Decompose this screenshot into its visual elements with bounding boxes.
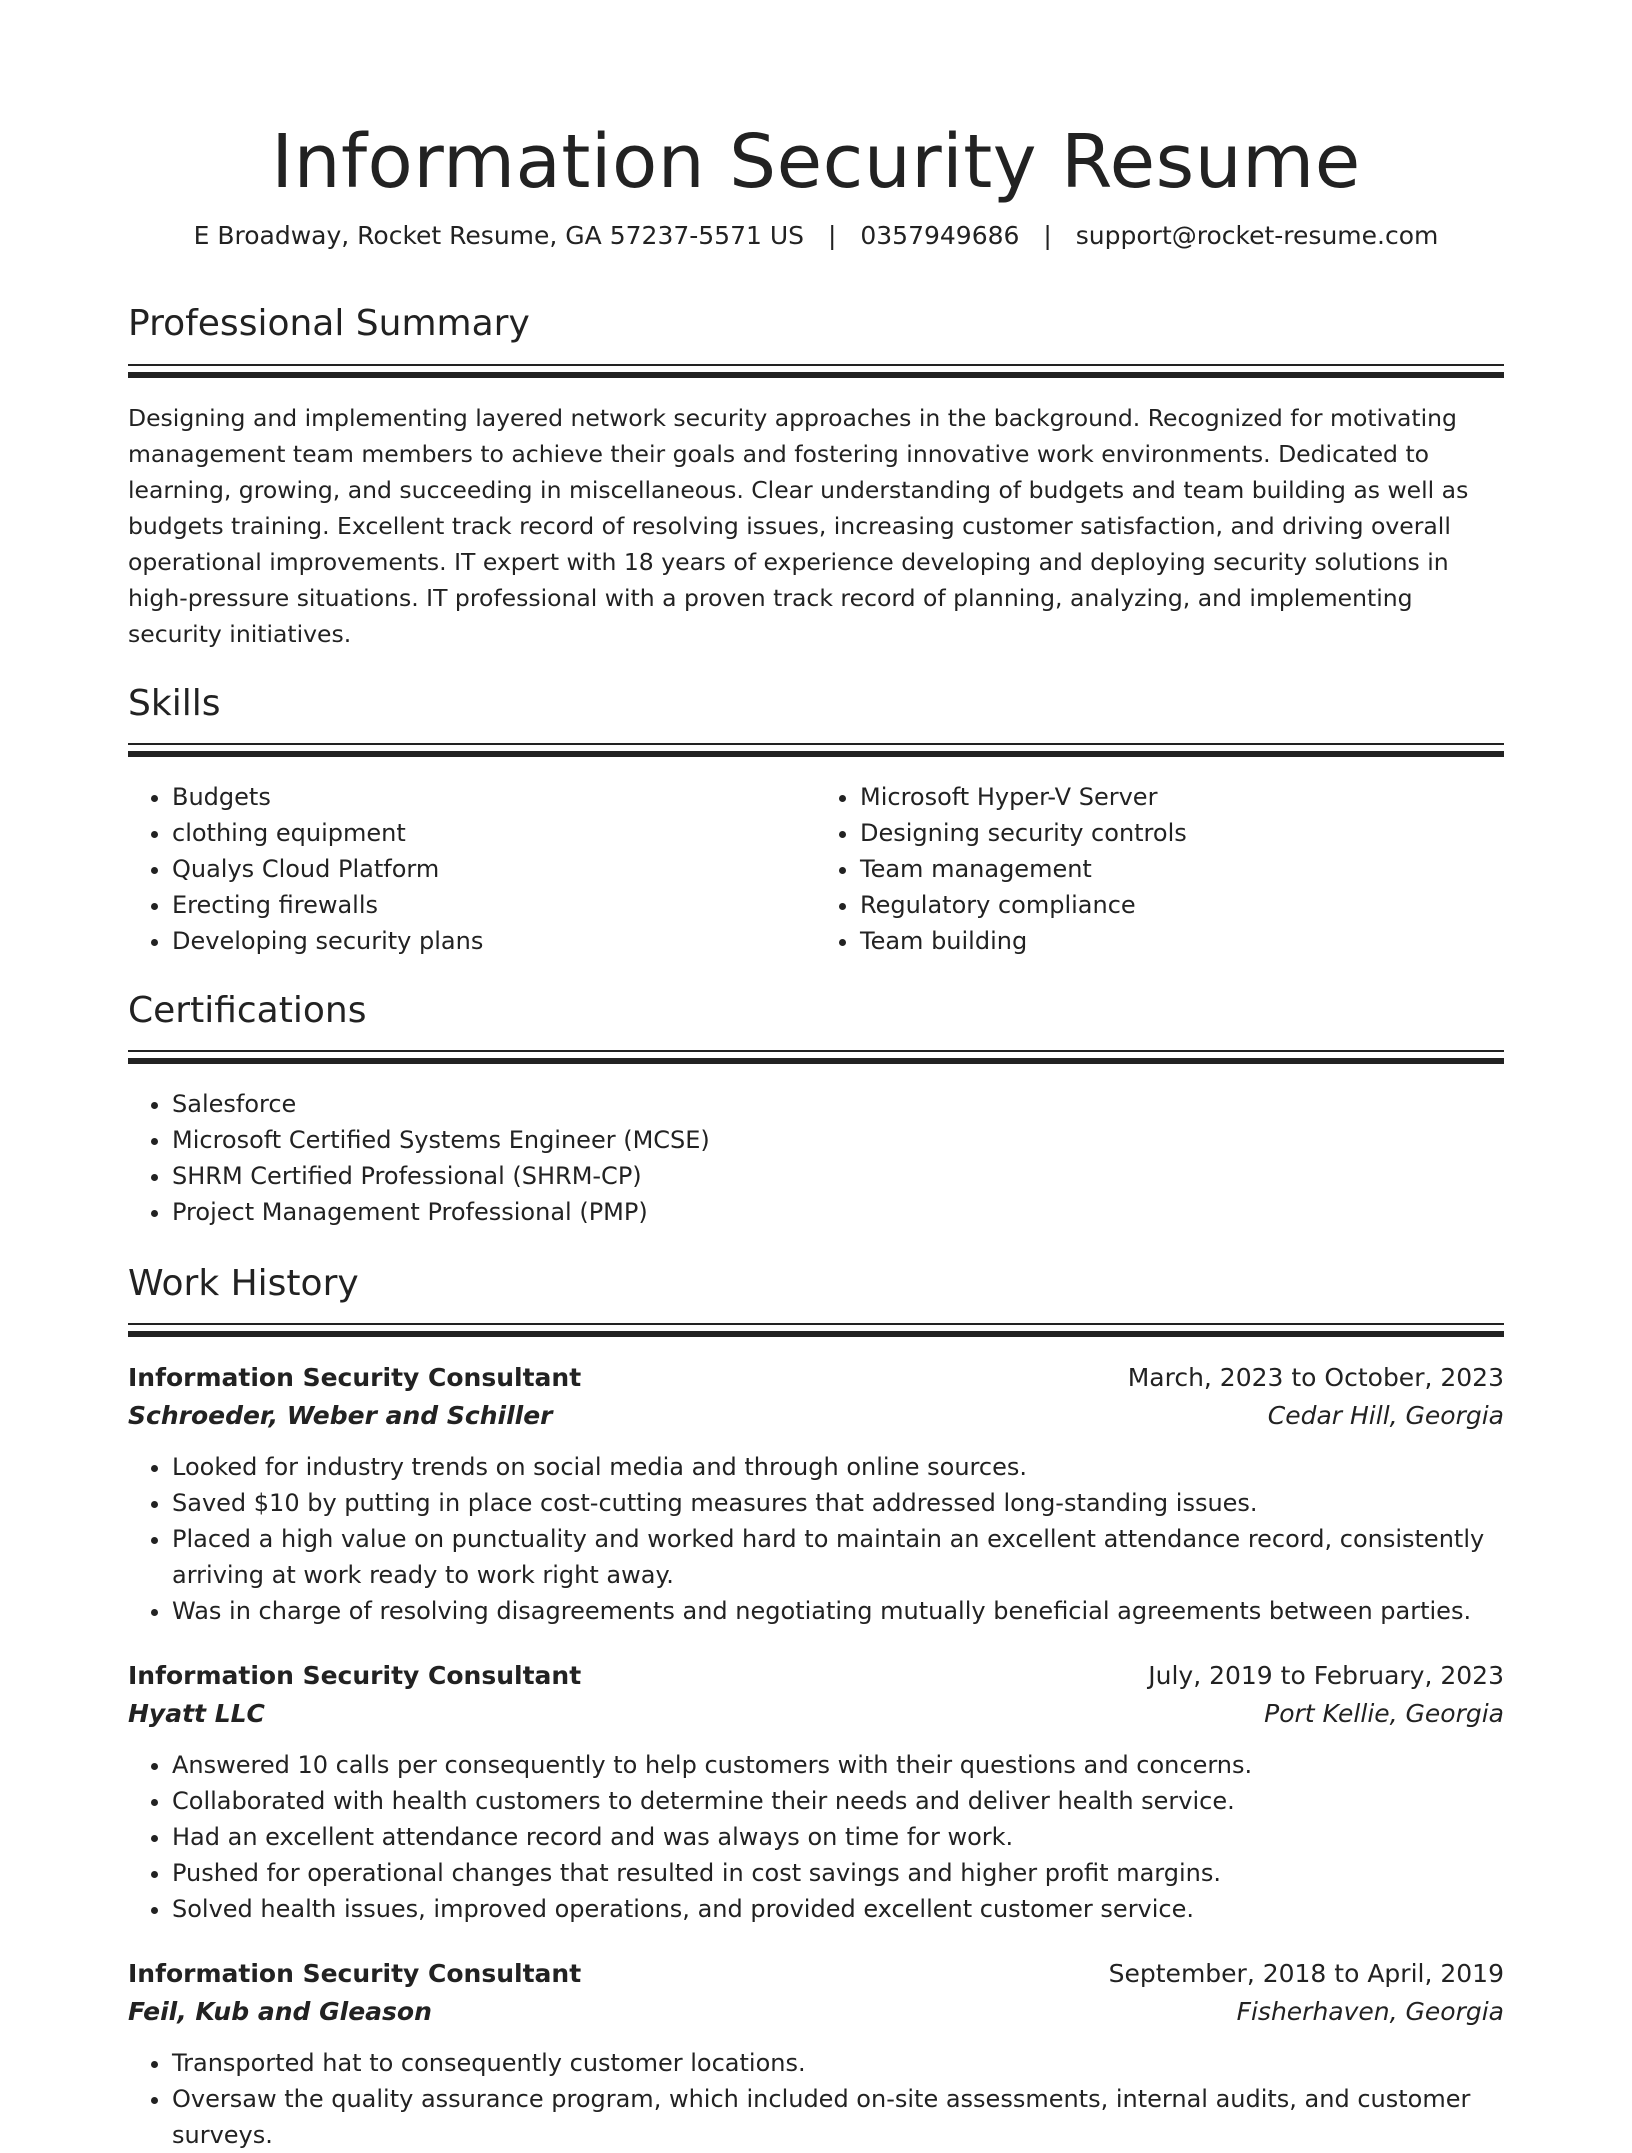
skill-item: • Team management xyxy=(860,851,1504,887)
certifications-section xyxy=(128,989,1504,1230)
job-location: Fisherhaven, Georgia xyxy=(1236,1997,1504,2027)
job-bullet: • Oversaw the quality assurance program, which included on-site assessments, internal audits, and customer surveys. xyxy=(172,2081,1504,2153)
section-heading-skills: Skills xyxy=(128,682,221,724)
job-bullets xyxy=(128,2045,1504,2153)
job-bullets xyxy=(128,1449,1504,1629)
job-entry xyxy=(128,1657,1504,1927)
skill-item: • clothing equipment xyxy=(172,815,816,851)
contact-line xyxy=(128,221,1504,250)
job-title: Information Security Consultant xyxy=(128,1959,582,1989)
job-header-row xyxy=(128,1359,1504,1397)
job-company: Schroeder, Weber and Schiller xyxy=(128,1401,553,1431)
job-subheader-row xyxy=(128,1695,1504,1733)
section-divider xyxy=(128,364,1504,378)
certification-item: • SHRM Certified Professional (SHRM-CP) xyxy=(172,1158,1504,1194)
job-bullet: • Had an excellent attendance record and was always on time for work. xyxy=(172,1819,1504,1855)
summary-text: Designing and implementing layered network security approaches in the background. Recognized for motivating management team members to achieve their goals and fostering innovative work environments. Dedicated to learning, growing, and succeeding in miscellaneous. Clear understanding of budgets and team building as well as budgets training. Excellent track record of resolving issues, increasing customer satisfaction, and driving overall operational improvements. IT expert with 18 years of experience developing and deploying security solutions in high-pressure situations. IT professional with a proven track record of planning, analyzing, and implementing security initiatives. xyxy=(128,403,1469,648)
skills-section xyxy=(128,682,1504,959)
certifications-list xyxy=(128,1086,1504,1230)
skill-item: • Qualys Cloud Platform xyxy=(172,851,816,887)
job-title: Information Security Consultant xyxy=(128,1363,582,1393)
job-dates: March, 2023 to October, 2023 xyxy=(1127,1363,1504,1393)
skill-item: • Regulatory compliance xyxy=(860,887,1504,923)
job-bullet: • Transported hat to consequently customer locations. xyxy=(172,2045,1504,2081)
section-heading-certifications: Certifications xyxy=(128,989,367,1031)
job-company: Hyatt LLC xyxy=(128,1699,265,1729)
job-location: Port Kellie, Georgia xyxy=(1264,1699,1504,1729)
section-divider xyxy=(128,1050,1504,1064)
job-subheader-row xyxy=(128,1397,1504,1435)
job-bullet: • Collaborated with health customers to determine their needs and deliver health service. xyxy=(172,1783,1504,1819)
job-bullet: • Pushed for operational changes that resulted in cost savings and higher profit margins. xyxy=(172,1855,1504,1891)
job-bullet: • Placed a high value on punctuality and worked hard to maintain an excellent attendance record, consistently arriving at work ready to work right away. xyxy=(172,1521,1504,1593)
job-header-row xyxy=(128,1657,1504,1695)
skill-item: • Developing security plans xyxy=(172,923,816,959)
job-bullet: • Answered 10 calls per consequently to help customers with their questions and concerns. xyxy=(172,1747,1504,1783)
skill-item: • Team building xyxy=(860,923,1504,959)
job-bullet: • Saved $10 by putting in place cost-cutting measures that addressed long-standing issues. xyxy=(172,1485,1504,1521)
work-history-section xyxy=(128,1262,1504,2153)
skills-list-right xyxy=(816,779,1504,959)
contact-phone: 0357949686 xyxy=(860,221,1020,251)
job-location: Cedar Hill, Georgia xyxy=(1267,1401,1504,1431)
job-header-row xyxy=(128,1955,1504,1993)
job-bullets xyxy=(128,1747,1504,1927)
job-bullet: • Looked for industry trends on social media and through online sources. xyxy=(172,1449,1504,1485)
skill-item: • Erecting firewalls xyxy=(172,887,816,923)
certification-item: • Microsoft Certified Systems Engineer (MCSE) xyxy=(172,1122,1504,1158)
job-bullet: • Was in charge of resolving disagreements and negotiating mutually beneficial agreements between parties. xyxy=(172,1593,1504,1629)
skill-item: • Designing security controls xyxy=(860,815,1504,851)
summary-section xyxy=(128,302,1504,651)
resume-title: Information Security Resume xyxy=(271,119,1361,205)
certification-item: • Project Management Professional (PMP) xyxy=(172,1194,1504,1230)
job-bullet: • Solved health issues, improved operations, and provided excellent customer service. xyxy=(172,1891,1504,1927)
section-divider xyxy=(128,1323,1504,1337)
section-divider xyxy=(128,743,1504,757)
job-dates: September, 2018 to April, 2019 xyxy=(1108,1959,1504,1989)
contact-separator: | xyxy=(827,221,837,251)
skill-item: • Budgets xyxy=(172,779,816,815)
contact-address: E Broadway, Rocket Resume, GA 57237-5571 US xyxy=(193,221,805,251)
job-subheader-row xyxy=(128,1993,1504,2031)
skills-list-left xyxy=(128,779,816,959)
contact-email: support@rocket-resume.com xyxy=(1075,221,1439,251)
section-heading-work-history: Work History xyxy=(128,1262,359,1304)
job-entry xyxy=(128,1955,1504,2153)
job-entry xyxy=(128,1359,1504,1629)
job-company: Feil, Kub and Gleason xyxy=(128,1997,432,2027)
skill-item: • Microsoft Hyper-V Server xyxy=(860,779,1504,815)
job-title: Information Security Consultant xyxy=(128,1661,582,1691)
contact-separator: | xyxy=(1043,221,1052,251)
section-heading-summary: Professional Summary xyxy=(128,303,530,345)
job-dates: July, 2019 to February, 2023 xyxy=(1148,1661,1504,1691)
skills-columns xyxy=(128,779,1504,959)
certification-item: • Salesforce xyxy=(172,1086,1504,1122)
